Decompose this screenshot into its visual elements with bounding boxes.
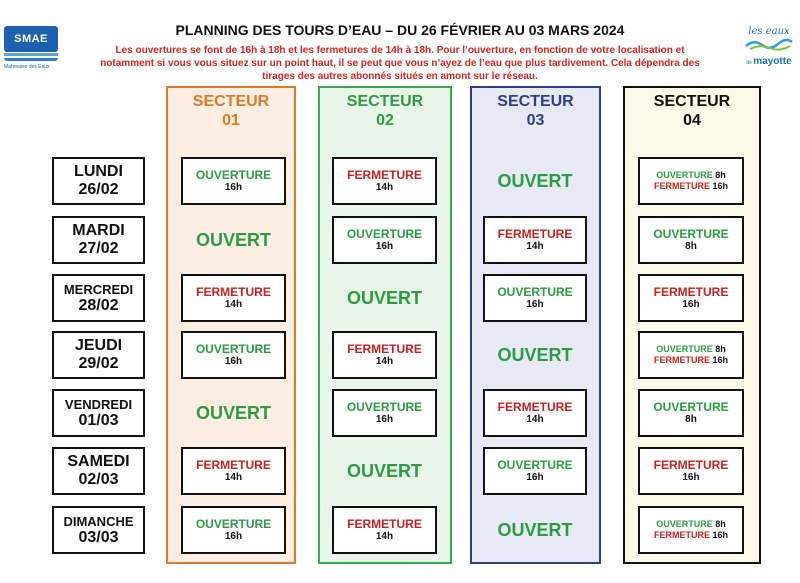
s1-friday-cell: OUVERT <box>195 402 271 423</box>
day-saturday: SAMEDI 02/03 <box>52 447 145 495</box>
page-title: PLANNING DES TOURS D’EAU – DU 26 FÉVRIER AU 03 MARS 2024 <box>175 22 625 38</box>
sector-header: SECTEUR 04 <box>653 93 731 129</box>
s1-tuesday-cell: OUVERT <box>195 229 271 250</box>
sector-header: SECTEUR 02 <box>346 93 424 129</box>
s4-sunday-cell: OUVERTURE 8h FERMETURE 16h <box>638 506 744 554</box>
s1-thursday-cell: OUVERTURE 16h <box>181 331 286 379</box>
s2-monday-cell: FERMETURE 14h <box>332 157 437 205</box>
s1-wednesday-cell: FERMETURE 14h <box>181 274 286 322</box>
s3-wednesday-cell: OUVERTURE 16h <box>483 274 587 322</box>
day-monday: LUNDI 26/02 <box>52 157 145 205</box>
s2-friday-cell: OUVERTURE 16h <box>332 389 437 437</box>
schedule-notice: Les ouvertures se font de 16h à 18h et les fermetures de 14h à 18h. Pour l’ouverture, en fonction de votre localisation et notamment si vous vous situez sur un point haut, il se peut que vous n’ayez de l’eau que plus tardivement. Cela dépendra des tirages des autres abonnés situés en amont sur le réseau. <box>100 45 700 82</box>
day-sunday: DIMANCHE 03/03 <box>52 506 145 554</box>
s2-saturday-cell: OUVERT <box>346 460 422 481</box>
s1-monday-cell: OUVERTURE 16h <box>181 157 286 205</box>
smae-logo-tagline: Mahoraise des Eaux <box>4 64 50 70</box>
s4-tuesday-cell: OUVERTURE 8h <box>638 216 744 264</box>
logo-line-2: de mayotte <box>746 56 792 67</box>
logo-line-1: les eaux <box>748 26 790 37</box>
smae-logo-text: SMAE <box>4 26 58 52</box>
day-friday: VENDREDI 01/03 <box>52 389 145 437</box>
s4-friday-cell: OUVERTURE 8h <box>638 389 744 437</box>
sector-header: SECTEUR 03 <box>497 93 574 129</box>
s1-saturday-cell: FERMETURE 14h <box>181 447 286 495</box>
day-thursday: JEUDI 29/02 <box>52 331 145 379</box>
s3-thursday-cell: OUVERT <box>497 344 573 365</box>
s2-sunday-cell: FERMETURE 14h <box>332 506 437 554</box>
s2-wednesday-cell: OUVERT <box>346 287 422 308</box>
s3-sunday-cell: OUVERT <box>497 519 573 540</box>
s2-tuesday-cell: OUVERTURE 16h <box>332 216 437 264</box>
s3-monday-cell: OUVERT <box>497 170 573 191</box>
sector-header: SECTEUR 01 <box>192 93 270 129</box>
s4-wednesday-cell: FERMETURE 16h <box>638 274 744 322</box>
smae-logo-waves <box>4 53 58 61</box>
s4-monday-cell: OUVERTURE 8h FERMETURE 16h <box>638 157 744 205</box>
s2-thursday-cell: FERMETURE 14h <box>332 331 437 379</box>
s4-thursday-cell: OUVERTURE 8h FERMETURE 16h <box>638 331 744 379</box>
wave-icon <box>744 37 794 51</box>
day-wednesday: MERCREDI 28/02 <box>52 274 145 322</box>
s3-saturday-cell: OUVERTURE 16h <box>483 447 587 495</box>
day-tuesday: MARDI 27/02 <box>52 216 145 264</box>
s3-tuesday-cell: FERMETURE 14h <box>483 216 587 264</box>
s1-sunday-cell: OUVERTURE 16h <box>181 506 286 554</box>
s3-friday-cell: FERMETURE 14h <box>483 389 587 437</box>
s4-saturday-cell: FERMETURE 16h <box>638 447 744 495</box>
